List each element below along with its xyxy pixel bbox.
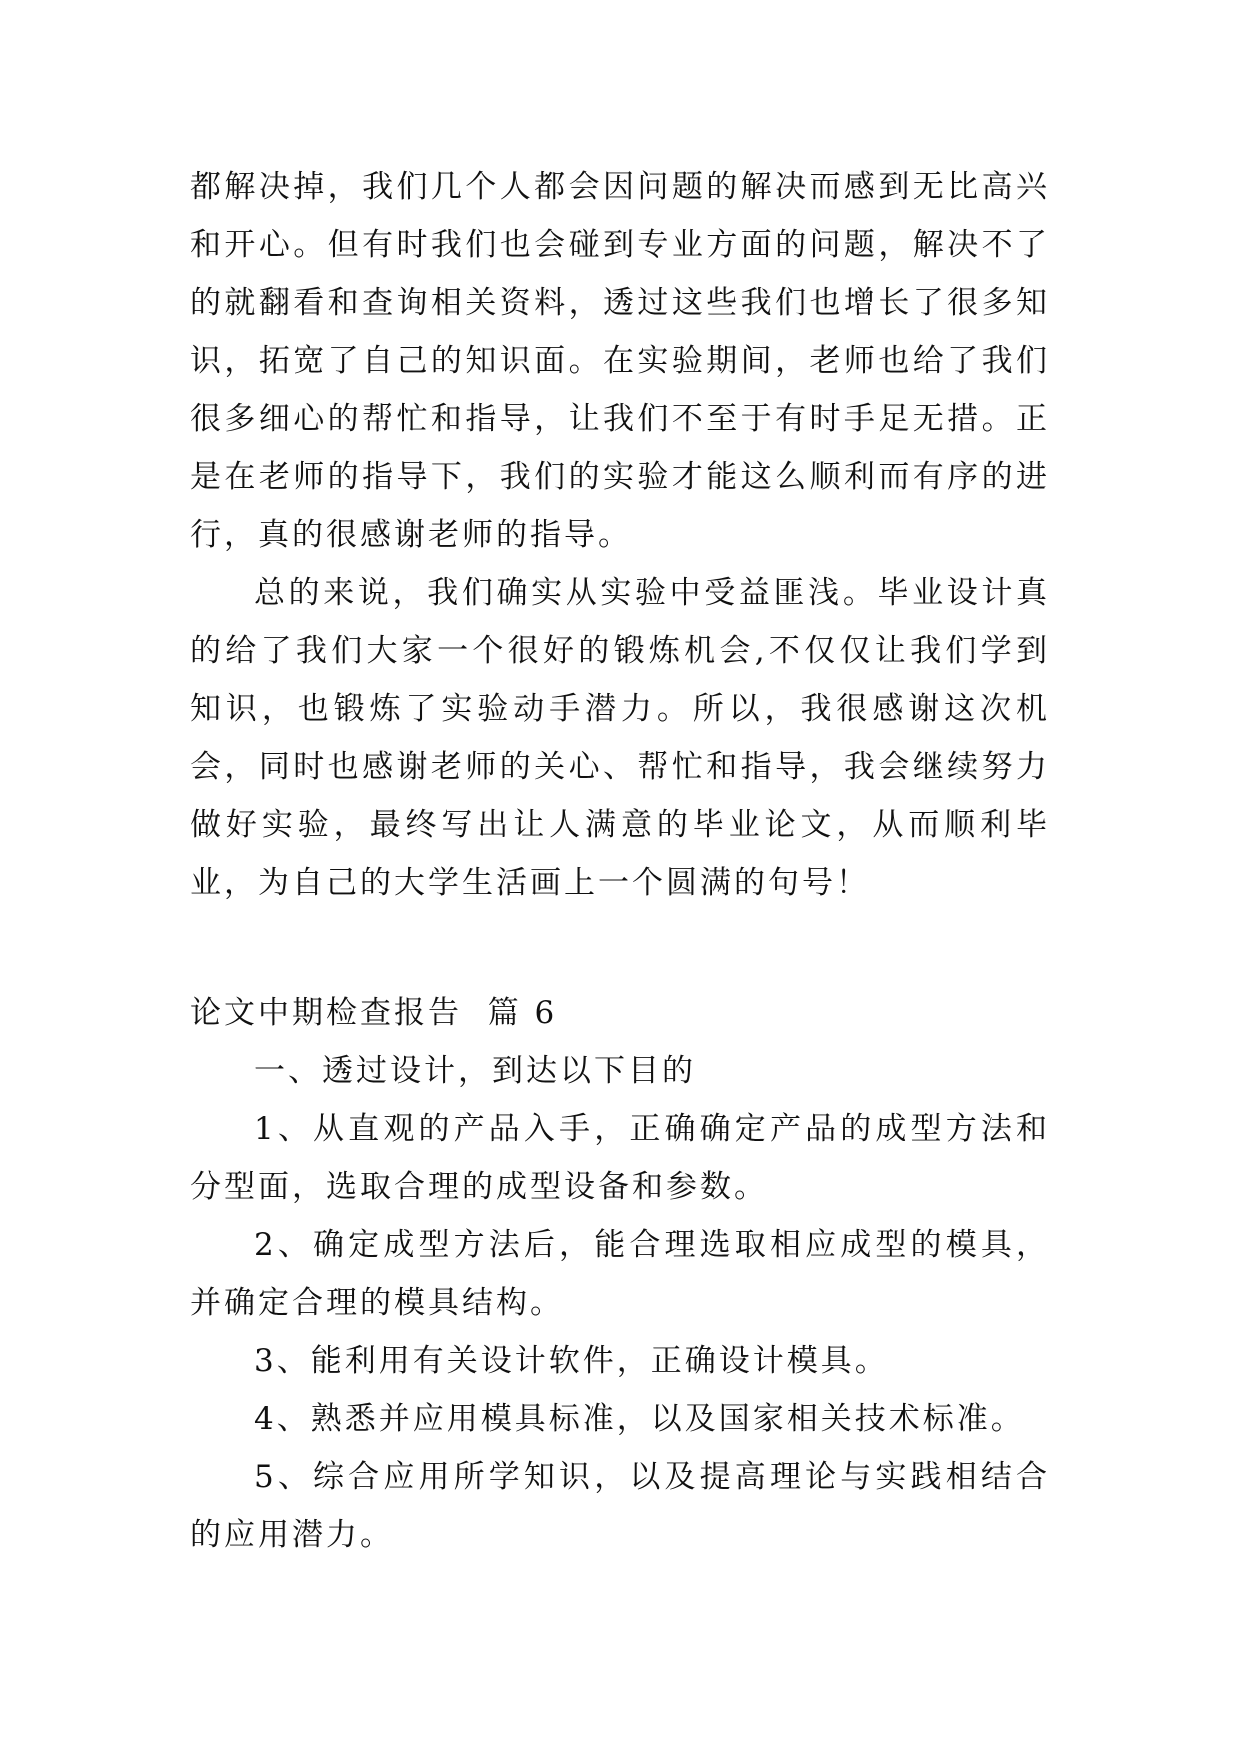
list-item: 3、能利用有关设计软件，正确设计模具。 <box>254 1343 889 1379</box>
section-heading: 一、透过设计，到达以下目的 <box>254 1053 696 1089</box>
continued-paragraph: 都解决掉，我们几个人都会因问题的解决而感到无比高兴和开心。但有时我们也会碰到专业方面的问题，解决不了的就翻看和查询相关资料，透过这些我们也增长了很多知识，拓宽了自己的知识面。在实验期间，老师也给了我们很多细心的帮忙和指导，让我们不至于有时手足无措。正是在老师的指导下，我们的实验才能这么顺利而有序的进行，真的很感谢老师的指导。 <box>190 169 1050 553</box>
list-item: 4、熟悉并应用模具标准，以及国家相关技术标准。 <box>254 1401 1025 1437</box>
list-item: 5、综合应用所学知识，以及提高理论与实践相结合的应用潜力。 <box>190 1459 1050 1553</box>
summary-paragraph: 总的来说，我们确实从实验中受益匪浅。毕业设计真的给了我们大家一个很好的锻炼机会,不仅仅让我们学到知识，也锻炼了实验动手潜力。所以，我很感谢这次机会，同时也感谢老师的关心、帮忙和指导，我会继续努力做好实验，最终写出让人满意的毕业论文，从而顺利毕业，为自己的大学生活画上一个圆满的句号！ <box>190 575 1050 901</box>
section-title: 论文中期检查报告 篇 6 <box>190 995 558 1031</box>
list-item: 1、从直观的产品入手，正确确定产品的成型方法和分型面，选取合理的成型设备和参数。 <box>190 1111 1050 1205</box>
list-item: 2、确定成型方法后，能合理选取相应成型的模具，并确定合理的模具结构。 <box>190 1227 1050 1321</box>
document-body <box>190 158 1050 1564</box>
section-spacer <box>190 912 1050 984</box>
